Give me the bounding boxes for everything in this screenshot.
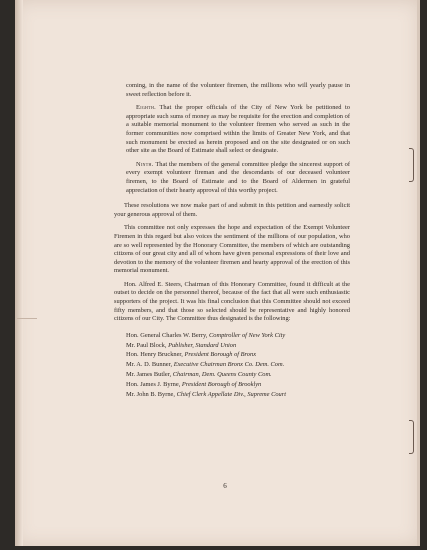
- page-binding-shadow: [15, 0, 23, 546]
- member-role: Publisher, Standard Union: [168, 341, 237, 349]
- committee-member: [126, 390, 350, 400]
- member-role: President Borough of Bronx: [184, 351, 257, 359]
- eighth-text: That the proper officials of the City of New York be petitioned to appropriate such sums of money as may be requisite for the erection and completion of a suitable memorial monument to the volunteer firemen who served as such in the former communities now comprised within the limits of Greater New York, and that such monument be erected as herein proposed and on the site designated or on such other site as the Board of Estimate shall select or designate.: [126, 104, 350, 155]
- ninth-heading: Ninth.: [136, 160, 154, 168]
- member-name: Mr. John B. Byrne,: [126, 390, 177, 398]
- member-role: Executive Chairman Bronx Co. Dem. Com.: [173, 361, 285, 369]
- member-role: President Borough of Brooklyn: [181, 380, 262, 388]
- member-name: Mr. Paul Block,: [126, 341, 169, 349]
- committee-list: [114, 331, 350, 400]
- paragraph-honorary-committee: Hon. Alfred E. Steers, Chairman of this Honorary Committee, found it difficult at the outset to decide on the personnel thereof, because of the fact that all were such enthusiastic supporters of the project. It was his final conclusion that this Committee should not exceed fifty members, and that those so selected should be representative and highly honored citizens of our City. The Committee thus designated is the following:: [114, 280, 350, 323]
- fold-mark: [17, 318, 37, 319]
- member-role: Comptroller of New York City: [209, 331, 286, 339]
- paragraph-eighth: [114, 104, 350, 156]
- paragraph-ninth: [114, 161, 350, 195]
- paragraph-continuation: coming, in the name of the volunteer firemen, the millions who will yearly pause in sweet reflection before it.: [126, 82, 350, 98]
- page-right-edge: [417, 0, 420, 546]
- member-name: Mr. A. D. Bunner,: [126, 361, 174, 369]
- page-number: 6: [223, 482, 227, 490]
- committee-member: [126, 331, 350, 341]
- paragraph-committee-hope: This committee not only expresses the hope and expectation of the Exempt Volunteer Firemen in this regard but also voices the sentiment of the millions of our population, who are so well represented by the Honorary Committee, the members of which are outstanding citizens of our great city and all of whom have given personal expressions of their love and devotion to the memory of the volunteer firemen and hearty approval of the erection of this memorial monument.: [114, 224, 350, 275]
- member-name: Hon. General Charles W. Berry,: [126, 331, 209, 339]
- committee-member: [126, 360, 350, 370]
- staple-top: [409, 148, 414, 182]
- member-role: Chairman, Dem. Queens County Com.: [172, 371, 272, 379]
- body-text: [114, 82, 350, 399]
- member-name: Mr. James Butler,: [126, 371, 173, 379]
- ninth-text: That the members of the general committee pledge the sincerest support of every exempt volunteer fireman and the descendants of our deceased volunteer firemen, to the Board of Estimate and to the Board of Aldermen in grateful appreciation of their hearty approval of this worthy project.: [126, 160, 350, 194]
- committee-member: [126, 341, 350, 351]
- document-page: [15, 0, 420, 546]
- eighth-heading: Eighth.: [136, 104, 157, 112]
- paragraph-resolutions: These resolutions we now make part of and submit in this petition and earnestly solicit your generous approval of them.: [114, 202, 350, 218]
- member-role: Chief Clerk Appellate Div., Supreme Court: [176, 390, 287, 398]
- staple-bottom: [409, 420, 414, 454]
- member-name: Hon. Henry Bruckner,: [126, 351, 185, 359]
- committee-member: [126, 370, 350, 380]
- member-name: Hon. James J. Byrne,: [126, 380, 182, 388]
- committee-member: [126, 350, 350, 360]
- committee-member: [126, 380, 350, 390]
